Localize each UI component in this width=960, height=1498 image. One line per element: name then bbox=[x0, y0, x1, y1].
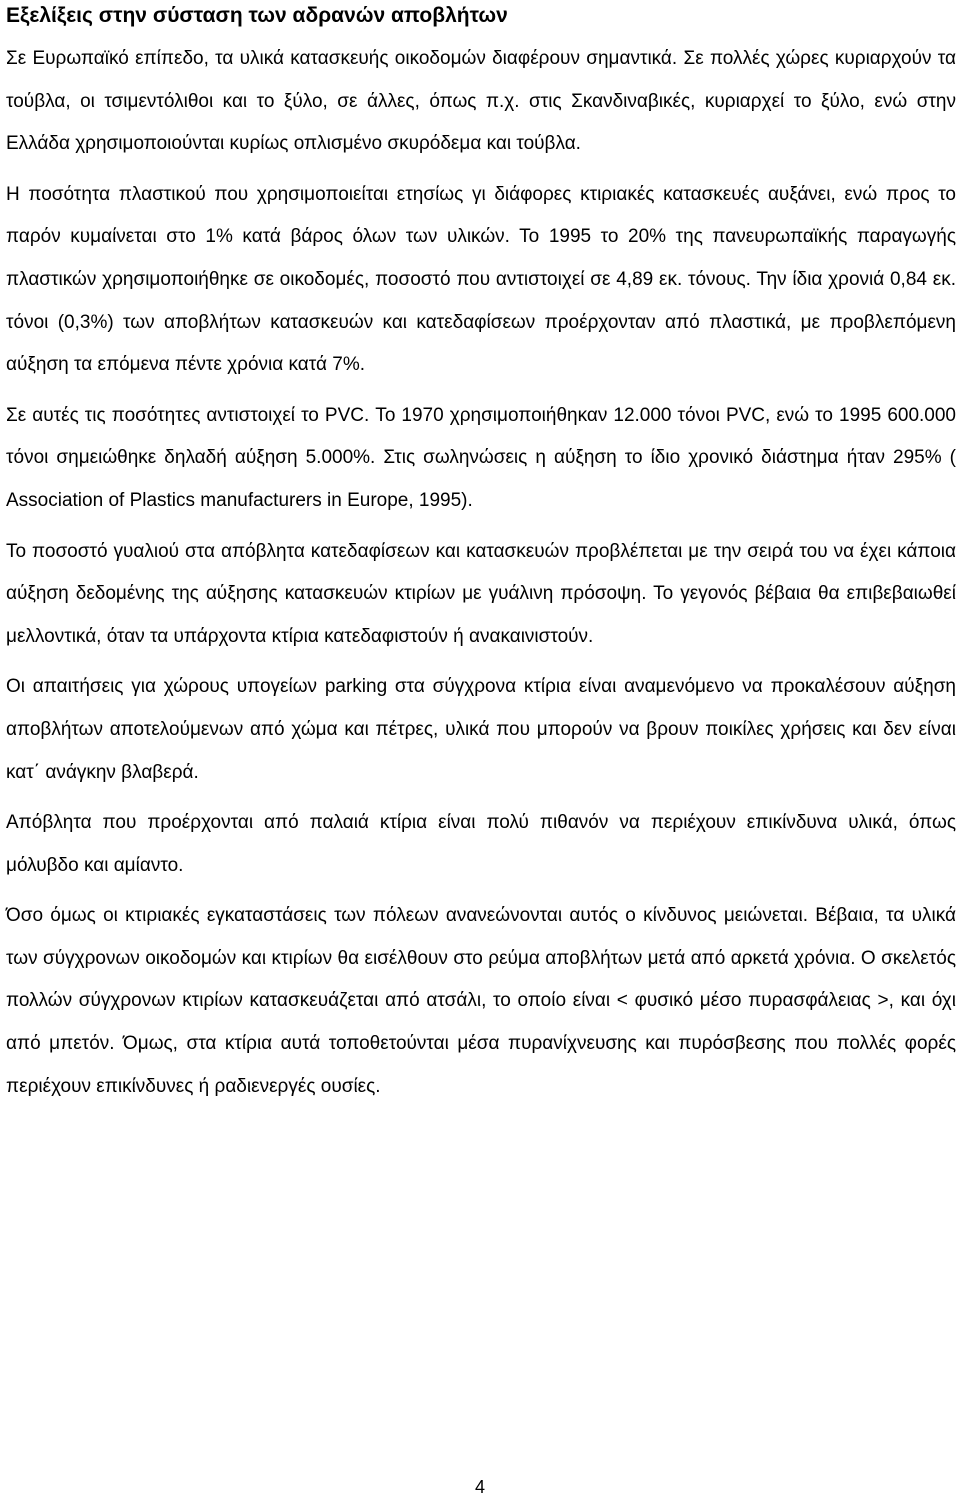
paragraph-plastics: Η ποσότητα πλαστικού που χρησιμοποιείται ετησίως γι διάφορες κτιριακές κατασκευές αυξάνει, ενώ προς το παρόν κυμαίνεται στο 1% κατά βάρος όλων των υλικών. Το 1995 το 20% της πανευρωπαϊκής παραγωγής πλαστικών χρησιμοποιήθηκε σε οικοδομές, ποσοστό που αντιστοιχεί σε 4,89 εκ. τόνους. Την ίδια χρονιά 0,84 εκ. τόνοι (0,3%) των αποβλήτων κατασκευών και κατεδαφίσεων προέρχονταν από πλαστικά, με προβλεπόμενη αύξηση τα επόμενα πέντε χρόνια κατά 7%. bbox=[6, 183, 956, 376]
paragraph-materials: Σε Ευρωπαϊκό επίπεδο, τα υλικά κατασκευής οικοδομών διαφέρουν σημαντικά. Σε πολλές χώρες κυριαρχούν τα τούβλα, οι τσιμεντόλιθοι και το ξύλο, σε άλλες, όπως π.χ. στις Σκανδιναβικές, κυριαρχεί το ξύλο, ενώ στην Ελλάδα χρησιμοποιούνται κυρίως οπλισμένο σκυρόδεμα και τούβλα. bbox=[6, 48, 956, 155]
section-title: Εξελίξεις στην σύσταση των αδρανών αποβλήτων bbox=[6, 4, 508, 27]
paragraph-parking: Οι απαιτήσεις για χώρους υπογείων parking στα σύγχρονα κτίρια είναι αναμενόμενο να προκαλέσουν αύξηση αποβλήτων αποτελούμενων από χώμα και πέτρες, υλικά που μπορούν να βρουν ποικίλες χρήσεις και δεν είναι κατ΄ ανάγκην βλαβερά. bbox=[6, 676, 956, 783]
paragraph-hazardous: Απόβλητα που προέρχονται από παλαιά κτίρια είναι πολύ πιθανόν να περιέχουν επικίνδυνα υλικά, όπως μόλυβδο και αμίαντο. bbox=[6, 812, 956, 876]
document-page bbox=[6, 0, 956, 1108]
paragraph-glass: Το ποσοστό γυαλιού στα απόβλητα κατεδαφίσεων και κατασκευών προβλέπεται με την σειρά του να έχει κάποια αύξηση δεδομένης της αύξησης κατασκευών κτιρίων με γυάλινη πρόσοψη. Το γεγονός βέβαια θα επιβεβαιωθεί μελλοντικά, όταν τα υπάρχοντα κτίρια κατεδαφιστούν ή ανακαινιστούν. bbox=[6, 540, 956, 647]
paragraph-renewal: Όσο όμως οι κτιριακές εγκαταστάσεις των πόλεων ανανεώνονται αυτός ο κίνδυνος μειώνεται. Βέβαια, τα υλικά των σύγχρονων οικοδομών και κτιρίων θα εισέλθουν στο ρεύμα αποβλήτων μετά από αρκετά χρόνια. Ο σκελετός πολλών σύγχρονων κτιρίων κατασκευάζεται από ατσάλι, το οποίο είναι < φυσικό μέσο πυρασφάλειας >, και όχι από μπετόν. Όμως, στα κτίρια αυτά τοποθετούνται μέσα πυρανίχνευσης και πυρόσβεσης που πολλές φορές περιέχουν επικίνδυνες ή ραδιενεργές ουσίες. bbox=[6, 905, 956, 1097]
paragraph-pvc: Σε αυτές τις ποσότητες αντιστοιχεί το PVC. Το 1970 χρησιμοποιήθηκαν 12.000 τόνοι PVC, ενώ το 1995 600.000 τόνοι σημειώθηκε δηλαδή αύξηση 5.000%. Στις σωληνώσεις η αύξηση το ίδιο χρονικό διάστημα ήταν 295% ( Association of Plastics manufacturers in Europe, 1995). bbox=[6, 404, 956, 511]
page-number: 4 bbox=[474, 1477, 485, 1497]
